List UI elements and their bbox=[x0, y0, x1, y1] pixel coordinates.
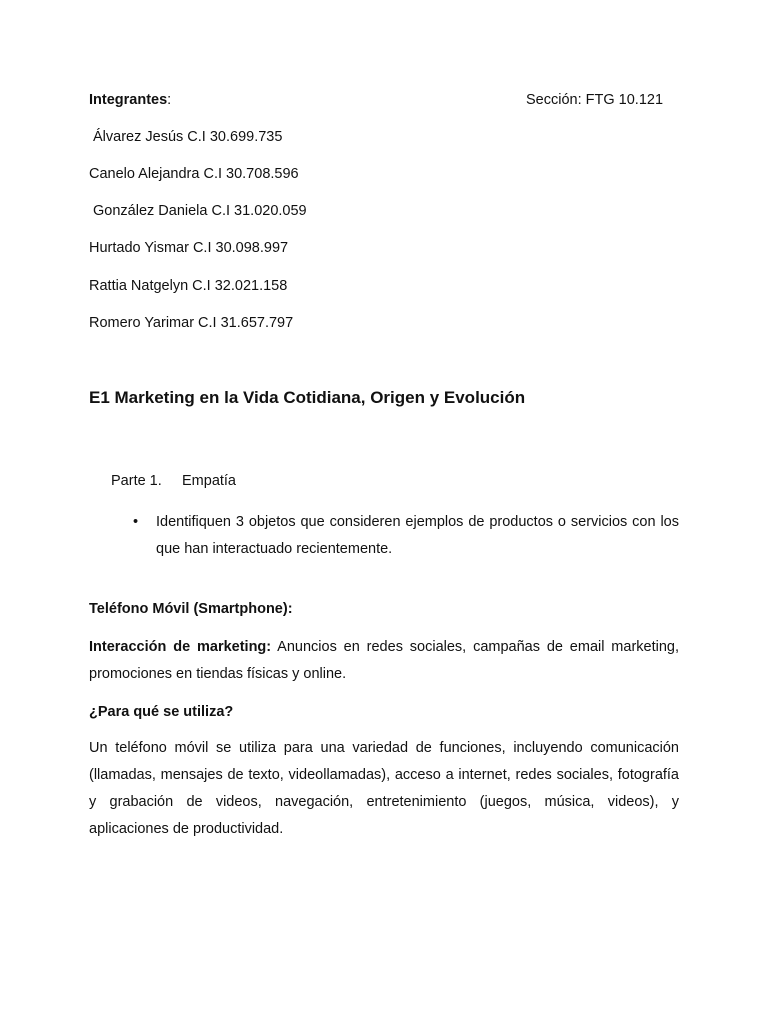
member-item: González Daniela C.I 31.020.059 bbox=[93, 203, 307, 219]
integrantes-label: Integrantes bbox=[89, 92, 168, 108]
interaccion-label: Interacción de marketing: bbox=[89, 639, 272, 655]
seccion-label: Sección: FTG 10.121 bbox=[526, 92, 664, 108]
bullet-list-item bbox=[133, 509, 679, 563]
document-title: E1 Marketing en la Vida Cotidiana, Origen y Evolución bbox=[89, 388, 526, 407]
member-item: Canelo Alejandra C.I 30.708.596 bbox=[89, 166, 299, 182]
parte-heading bbox=[111, 472, 236, 490]
interaccion-paragraph bbox=[89, 634, 679, 688]
question-heading: ¿Para qué se utiliza? bbox=[89, 704, 234, 720]
bullet-icon: • bbox=[133, 514, 139, 530]
answer-paragraph: Un teléfono móvil se utiliza para una variedad de funciones, incluyendo comunicación (llamadas, mensajes de texto, videollamadas), acceso a internet, redes sociales, fotografía y grabación de videos, navegación, entretenimiento (juegos, música, videos), y aplicaciones de productividad. bbox=[89, 740, 679, 837]
section-heading: Teléfono Móvil (Smartphone): bbox=[89, 601, 293, 617]
integrantes-header bbox=[89, 91, 171, 109]
interaccion-text: Anuncios en redes sociales, campañas de email marketing, promociones en tiendas físicas y online. bbox=[89, 639, 679, 682]
member-item: Rattia Natgelyn C.I 32.021.158 bbox=[89, 278, 288, 294]
bullet-text: Identifiquen 3 objetos que consideren ejemplos de productos o servicios con los que han interactuado recientemente. bbox=[156, 514, 679, 557]
member-item: Álvarez Jesús C.I 30.699.735 bbox=[93, 129, 283, 145]
member-item: Hurtado Yismar C.I 30.098.997 bbox=[89, 240, 289, 256]
integrantes-colon: : bbox=[167, 92, 172, 108]
parte-number: Parte 1. bbox=[111, 473, 162, 489]
parte-name: Empatía bbox=[182, 473, 236, 489]
member-item: Romero Yarimar C.I 31.657.797 bbox=[89, 315, 294, 331]
